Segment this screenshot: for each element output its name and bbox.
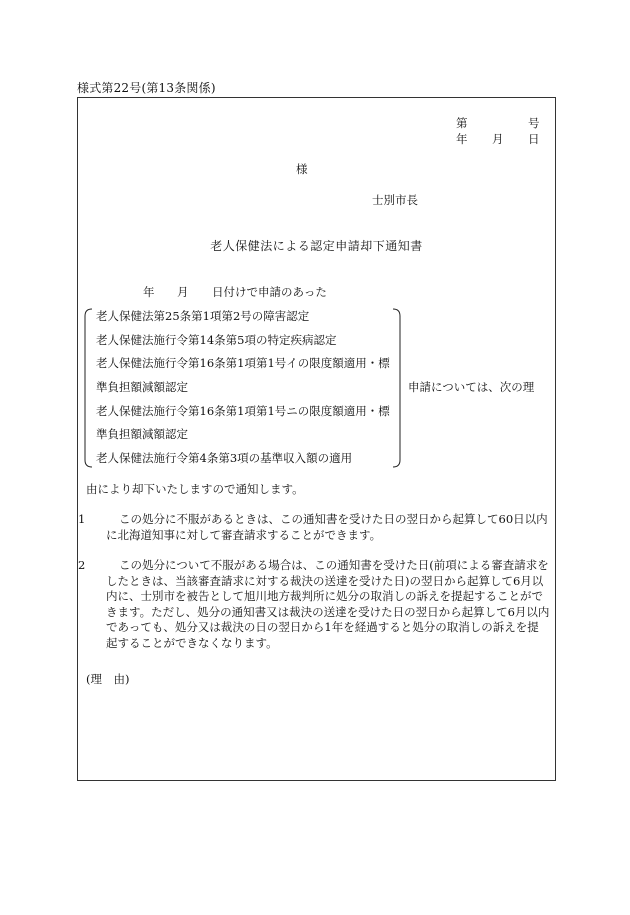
number-prefix: 第: [456, 116, 468, 130]
list-item: 準負担額減額認定: [96, 427, 188, 441]
date-day: 日: [528, 132, 540, 146]
date-year: 年: [456, 132, 468, 146]
date-month: 月: [492, 132, 504, 146]
list-item: 老人保健法施行令第14条第5項の特定疾病認定: [96, 333, 337, 347]
application-date-text: 日付けで申請のあった: [212, 285, 327, 299]
addressee-suffix: 様: [296, 162, 308, 176]
number-suffix: 号: [528, 116, 540, 130]
reason-label: (理 由): [86, 672, 130, 686]
list-item: 老人保健法施行令第16条第1項第1号イの限度額適用・標: [96, 356, 390, 370]
note-2-number: 2: [78, 558, 86, 572]
note-2: [78, 558, 550, 651]
right-bracket-icon: [391, 308, 403, 468]
list-item: 老人保健法施行令第4条第3項の基準収入額の適用: [96, 451, 353, 465]
application-year: 年: [143, 285, 155, 299]
bracket-right-text: 申請については、次の理: [408, 380, 535, 394]
list-item: 準負担額減額認定: [96, 380, 188, 394]
list-item: 老人保健法第25条第1項第2号の障害認定: [96, 309, 310, 323]
issuer-name: 士別市長: [372, 193, 418, 207]
note-1: [78, 512, 550, 543]
note-2-text: この処分について不服がある場合は、この通知書を受けた日(前項による審査請求をしたときは、当該審査請求に対する裁決の送達を受けた日)の翌日から起算して6月以内に、士別市を被告として旭川地方裁判所に処分の取消しの訴えを提起することができます。ただし、処分の通知書又は裁決の送達を受けた日の翌日から起算して6月以内であっても、処分又は裁決の日の翌日から1年を経過すると処分の取消しの訴えを提起することができなくなります。: [106, 558, 550, 650]
form-number-label: 様式第22号(第13条関係): [77, 81, 216, 95]
left-bracket-icon: [82, 308, 94, 468]
list-item: 老人保健法施行令第16条第1項第1号ニの限度額適用・標: [96, 404, 390, 418]
note-1-number: 1: [78, 512, 86, 526]
application-month: 月: [177, 285, 189, 299]
notice-frame: [77, 97, 556, 781]
note-1-text: この処分に不服があるときは、この通知書を受けた日の翌日から起算して60日以内に北海道知事に対して審査請求することができます。: [106, 512, 548, 542]
document-title: 老人保健法による認定申請却下通知書: [210, 239, 423, 253]
reason-continuation: 由により却下いたしますので通知します。: [86, 482, 304, 496]
